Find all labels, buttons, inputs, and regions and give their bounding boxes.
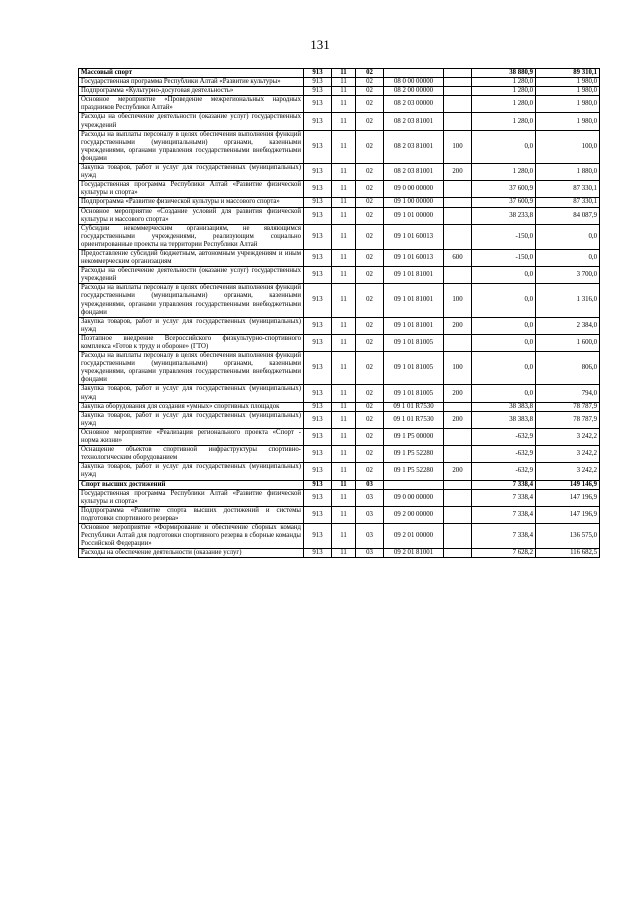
ministry-code: 913 <box>304 489 332 506</box>
expense-type <box>444 480 472 489</box>
ministry-code: 913 <box>304 352 332 385</box>
table-row <box>79 402 600 411</box>
row-name: Закупка товаров, работ и услуг для государственных (муниципальных) нужд <box>79 463 304 480</box>
expense-type <box>444 334 472 351</box>
row-name: Закупка товаров, работ и услуг для государственных (муниципальных) нужд <box>79 411 304 428</box>
section-code: 11 <box>332 87 356 96</box>
section-code: 11 <box>332 489 356 506</box>
ministry-code: 913 <box>304 317 332 334</box>
ministry-code: 913 <box>304 69 332 78</box>
subsection-code: 03 <box>356 549 384 558</box>
table-row <box>79 317 600 334</box>
row-name: Расходы на выплаты персоналу в целях обеспечения выполнения функций государственными (муниципальными) органами, казенными учреждениями, органами управления государственными внебюджетными фондами <box>79 284 304 317</box>
section-code: 11 <box>332 549 356 558</box>
target-article: 09 1 01 81005 <box>384 352 444 385</box>
amount-1: -632,9 <box>472 428 536 445</box>
amount-1: 7 338,4 <box>472 480 536 489</box>
amount-1: -632,9 <box>472 446 536 463</box>
expense-type: 100 <box>444 352 472 385</box>
row-name: Субсидии некоммерческим организациям, не являющимся государственными учреждениями, реализующим социально ориентированные проекты на территории Республики Алтай <box>79 224 304 249</box>
amount-2: 116 682,5 <box>536 549 600 558</box>
section-code: 11 <box>332 317 356 334</box>
subsection-code: 02 <box>356 96 384 113</box>
expense-type <box>444 402 472 411</box>
target-article: 08 2 03 81001 <box>384 113 444 130</box>
table-row <box>79 207 600 224</box>
amount-2: 1 880,0 <box>536 164 600 181</box>
ministry-code: 913 <box>304 411 332 428</box>
amount-1: 0,0 <box>472 317 536 334</box>
amount-2: 1 980,0 <box>536 113 600 130</box>
target-article: 09 1 01 60013 <box>384 249 444 266</box>
row-name: Расходы на выплаты персоналу в целях обеспечения выполнения функций государственными (муниципальными) органами, казенными учреждениями, органами управления государственными внебюджетными фондами <box>79 130 304 163</box>
amount-2: 3 242,2 <box>536 446 600 463</box>
amount-2: 147 196,9 <box>536 489 600 506</box>
ministry-code: 913 <box>304 164 332 181</box>
target-article: 09 0 00 00000 <box>384 489 444 506</box>
target-article: 08 2 00 00000 <box>384 87 444 96</box>
subsection-code: 03 <box>356 523 384 548</box>
row-name: Поэтапное внедрение Всероссийского физкультурно-спортивного комплекса «Готов к труду и обороне» (ГТО) <box>79 334 304 351</box>
table-row <box>79 87 600 96</box>
target-article: 09 1 00 00000 <box>384 198 444 207</box>
amount-1: 1 280,0 <box>472 87 536 96</box>
expense-type <box>444 549 472 558</box>
target-article: 09 1 P5 52280 <box>384 463 444 480</box>
target-article: 09 1 01 60013 <box>384 224 444 249</box>
table-body <box>79 69 600 558</box>
expense-type <box>444 78 472 87</box>
table-row <box>79 284 600 317</box>
subsection-code: 02 <box>356 463 384 480</box>
ministry-code: 913 <box>304 446 332 463</box>
table-row <box>79 523 600 548</box>
amount-2: 1 980,0 <box>536 87 600 96</box>
subsection-code: 02 <box>356 130 384 163</box>
target-article: 09 1 01 81001 <box>384 267 444 284</box>
subsection-code: 03 <box>356 506 384 523</box>
section-code: 11 <box>332 352 356 385</box>
target-article: 09 2 01 81001 <box>384 549 444 558</box>
ministry-code: 913 <box>304 523 332 548</box>
amount-2: 89 310,1 <box>536 69 600 78</box>
ministry-code: 913 <box>304 549 332 558</box>
expense-type <box>444 506 472 523</box>
subsection-code: 02 <box>356 428 384 445</box>
table-row <box>79 428 600 445</box>
amount-2: 1 980,0 <box>536 78 600 87</box>
subsection-code: 02 <box>356 207 384 224</box>
target-article: 09 1 01 81001 <box>384 317 444 334</box>
row-name: Расходы на обеспечение деятельности (оказание услуг) <box>79 549 304 558</box>
subsection-code: 02 <box>356 78 384 87</box>
expense-type: 200 <box>444 164 472 181</box>
ministry-code: 913 <box>304 506 332 523</box>
expense-type: 100 <box>444 130 472 163</box>
page-number: 131 <box>310 37 330 52</box>
target-article: 09 1 P5 00000 <box>384 428 444 445</box>
amount-2: 87 330,1 <box>536 198 600 207</box>
amount-1: -632,9 <box>472 463 536 480</box>
ministry-code: 913 <box>304 78 332 87</box>
amount-1: -150,0 <box>472 224 536 249</box>
row-name: Расходы на выплаты персоналу в целях обеспечения выполнения функций государственными (муниципальными) органами, казенными учреждениями, органами управления государственными внебюджетными фондами <box>79 352 304 385</box>
budget-table <box>78 68 600 558</box>
section-code: 11 <box>332 249 356 266</box>
section-code: 11 <box>332 506 356 523</box>
amount-2: 3 242,2 <box>536 463 600 480</box>
target-article: 08 2 03 81001 <box>384 130 444 163</box>
section-code: 11 <box>332 113 356 130</box>
ministry-code: 913 <box>304 207 332 224</box>
ministry-code: 913 <box>304 224 332 249</box>
subsection-code: 02 <box>356 267 384 284</box>
section-code: 11 <box>332 385 356 402</box>
amount-1: 0,0 <box>472 284 536 317</box>
ministry-code: 913 <box>304 480 332 489</box>
ministry-code: 913 <box>304 181 332 198</box>
table-row <box>79 463 600 480</box>
section-code: 11 <box>332 334 356 351</box>
subsection-code: 02 <box>356 317 384 334</box>
expense-type <box>444 87 472 96</box>
expense-type: 200 <box>444 317 472 334</box>
section-code: 11 <box>332 69 356 78</box>
table-row <box>79 334 600 351</box>
amount-1: 38 880,9 <box>472 69 536 78</box>
section-code: 11 <box>332 181 356 198</box>
ministry-code: 913 <box>304 428 332 445</box>
target-article: 09 1 01 81005 <box>384 334 444 351</box>
amount-2: 0,0 <box>536 249 600 266</box>
table-row <box>79 480 600 489</box>
row-name: Подпрограмма «Развитие физической культуры и массового спорта» <box>79 198 304 207</box>
amount-1: 0,0 <box>472 267 536 284</box>
expense-type <box>444 224 472 249</box>
table-row <box>79 446 600 463</box>
expense-type: 100 <box>444 284 472 317</box>
section-code: 11 <box>332 164 356 181</box>
amount-1: 38 383,8 <box>472 411 536 428</box>
expense-type <box>444 267 472 284</box>
row-name: Спорт высших достижений <box>79 480 304 489</box>
amount-2: 136 575,0 <box>536 523 600 548</box>
target-article: 09 1 01 R7530 <box>384 411 444 428</box>
expense-type <box>444 523 472 548</box>
subsection-code: 03 <box>356 480 384 489</box>
target-article: 09 1 P5 52280 <box>384 446 444 463</box>
ministry-code: 913 <box>304 130 332 163</box>
amount-2: 1 316,0 <box>536 284 600 317</box>
row-name: Государственная программа Республики Алтай «Развитие физической культуры и спорта» <box>79 181 304 198</box>
row-name: Государственная программа Республики Алтай «Развитие физической культуры и спорта» <box>79 489 304 506</box>
subsection-code: 02 <box>356 402 384 411</box>
amount-1: 0,0 <box>472 334 536 351</box>
target-article: 09 0 00 00000 <box>384 181 444 198</box>
amount-2: 794,0 <box>536 385 600 402</box>
amount-1: 37 600,9 <box>472 181 536 198</box>
ministry-code: 913 <box>304 402 332 411</box>
subsection-code: 02 <box>356 352 384 385</box>
table-row <box>79 385 600 402</box>
row-name: Государственная программа Республики Алтай «Развитие культуры» <box>79 78 304 87</box>
amount-1: -150,0 <box>472 249 536 266</box>
ministry-code: 913 <box>304 249 332 266</box>
expense-type: 200 <box>444 463 472 480</box>
section-code: 11 <box>332 78 356 87</box>
amount-1: 1 280,0 <box>472 164 536 181</box>
section-code: 11 <box>332 284 356 317</box>
ministry-code: 913 <box>304 284 332 317</box>
ministry-code: 913 <box>304 385 332 402</box>
table-row <box>79 69 600 78</box>
expense-type <box>444 69 472 78</box>
section-code: 11 <box>332 480 356 489</box>
table-row <box>79 267 600 284</box>
amount-2: 3 242,2 <box>536 428 600 445</box>
amount-1: 7 628,2 <box>472 549 536 558</box>
subsection-code: 02 <box>356 334 384 351</box>
expense-type <box>444 113 472 130</box>
target-article: 09 2 01 00000 <box>384 523 444 548</box>
target-article: 09 1 01 81005 <box>384 385 444 402</box>
ministry-code: 913 <box>304 87 332 96</box>
section-code: 11 <box>332 402 356 411</box>
table-row <box>79 164 600 181</box>
amount-1: 1 280,0 <box>472 113 536 130</box>
target-article: 09 1 01 R7530 <box>384 402 444 411</box>
target-article: 09 2 00 00000 <box>384 506 444 523</box>
table-row <box>79 130 600 163</box>
row-name: Подпрограмма «Культурно-досуговая деятельность» <box>79 87 304 96</box>
amount-1: 0,0 <box>472 352 536 385</box>
row-name: Закупка товаров, работ и услуг для государственных (муниципальных) нужд <box>79 317 304 334</box>
subsection-code: 02 <box>356 198 384 207</box>
section-code: 11 <box>332 446 356 463</box>
target-article: 08 2 03 81001 <box>384 164 444 181</box>
table-row <box>79 198 600 207</box>
amount-1: 1 280,0 <box>472 78 536 87</box>
table-row <box>79 78 600 87</box>
ministry-code: 913 <box>304 267 332 284</box>
row-name: Закупка оборудования для создания «умных» спортивных площадок <box>79 402 304 411</box>
subsection-code: 02 <box>356 411 384 428</box>
table-row <box>79 489 600 506</box>
subsection-code: 02 <box>356 113 384 130</box>
amount-1: 0,0 <box>472 385 536 402</box>
section-code: 11 <box>332 224 356 249</box>
amount-1: 7 338,4 <box>472 489 536 506</box>
row-name: Предоставление субсидий бюджетным, автономным учреждениям и иным некоммерческим организациям <box>79 249 304 266</box>
subsection-code: 02 <box>356 446 384 463</box>
row-name: Оснащение объектов спортивной инфраструктуры спортивно-технологическим оборудованием <box>79 446 304 463</box>
target-article: 08 0 00 00000 <box>384 78 444 87</box>
amount-2: 1 600,0 <box>536 334 600 351</box>
section-code: 11 <box>332 428 356 445</box>
section-code: 11 <box>332 523 356 548</box>
row-name: Основное мероприятие «Формирование и обеспечение сборных команд Республики Алтай для подготовки спортивного резерва в сборные команды Российской Федерации» <box>79 523 304 548</box>
expense-type: 600 <box>444 249 472 266</box>
subsection-code: 02 <box>356 385 384 402</box>
table-row <box>79 506 600 523</box>
ministry-code: 913 <box>304 334 332 351</box>
subsection-code: 02 <box>356 87 384 96</box>
amount-1: 1 280,0 <box>472 96 536 113</box>
expense-type <box>444 207 472 224</box>
subsection-code: 03 <box>356 489 384 506</box>
table-row <box>79 249 600 266</box>
section-code: 11 <box>332 267 356 284</box>
amount-2: 78 787,9 <box>536 402 600 411</box>
row-name: Закупка товаров, работ и услуг для государственных (муниципальных) нужд <box>79 164 304 181</box>
section-code: 11 <box>332 130 356 163</box>
section-code: 11 <box>332 198 356 207</box>
ministry-code: 913 <box>304 463 332 480</box>
section-code: 11 <box>332 411 356 428</box>
ministry-code: 913 <box>304 113 332 130</box>
section-code: 11 <box>332 463 356 480</box>
expense-type <box>444 198 472 207</box>
amount-1: 0,0 <box>472 130 536 163</box>
table-row <box>79 549 600 558</box>
expense-type: 200 <box>444 385 472 402</box>
amount-2: 87 330,1 <box>536 181 600 198</box>
expense-type <box>444 428 472 445</box>
row-name: Расходы на обеспечение деятельности (оказание услуг) государственных учреждений <box>79 113 304 130</box>
amount-2: 1 980,0 <box>536 96 600 113</box>
target-article <box>384 480 444 489</box>
table-row <box>79 411 600 428</box>
target-article: 09 1 01 81001 <box>384 284 444 317</box>
amount-2: 149 146,9 <box>536 480 600 489</box>
section-code: 11 <box>332 96 356 113</box>
table-row <box>79 224 600 249</box>
table-row <box>79 352 600 385</box>
row-name: Подпрограмма «Развитие спорта высших достижений и системы подготовки спортивного резерва» <box>79 506 304 523</box>
subsection-code: 02 <box>356 224 384 249</box>
target-article: 09 1 01 00000 <box>384 207 444 224</box>
table-row <box>79 113 600 130</box>
ministry-code: 913 <box>304 198 332 207</box>
amount-1: 7 338,4 <box>472 506 536 523</box>
amount-2: 806,0 <box>536 352 600 385</box>
amount-2: 0,0 <box>536 224 600 249</box>
expense-type <box>444 446 472 463</box>
amount-1: 38 233,8 <box>472 207 536 224</box>
row-name: Основное мероприятие «Создание условий для развития физической культуры и массового спорта» <box>79 207 304 224</box>
subsection-code: 02 <box>356 284 384 317</box>
row-name: Массовый спорт <box>79 69 304 78</box>
amount-1: 37 600,9 <box>472 198 536 207</box>
section-code: 11 <box>332 207 356 224</box>
amount-2: 78 787,9 <box>536 411 600 428</box>
target-article: 08 2 03 00000 <box>384 96 444 113</box>
subsection-code: 02 <box>356 164 384 181</box>
expense-type: 200 <box>444 411 472 428</box>
amount-1: 7 338,4 <box>472 523 536 548</box>
target-article <box>384 69 444 78</box>
amount-2: 147 196,9 <box>536 506 600 523</box>
ministry-code: 913 <box>304 96 332 113</box>
subsection-code: 02 <box>356 249 384 266</box>
amount-2: 2 384,0 <box>536 317 600 334</box>
expense-type <box>444 181 472 198</box>
amount-1: 38 383,8 <box>472 402 536 411</box>
amount-2: 100,0 <box>536 130 600 163</box>
table-row <box>79 96 600 113</box>
subsection-code: 02 <box>356 181 384 198</box>
row-name: Закупка товаров, работ и услуг для государственных (муниципальных) нужд <box>79 385 304 402</box>
amount-2: 3 700,0 <box>536 267 600 284</box>
row-name: Основное мероприятие «Реализация регионального проекта «Спорт - норма жизни» <box>79 428 304 445</box>
row-name: Расходы на обеспечение деятельности (оказание услуг) государственных учреждений <box>79 267 304 284</box>
expense-type <box>444 96 472 113</box>
subsection-code: 02 <box>356 69 384 78</box>
amount-2: 84 087,9 <box>536 207 600 224</box>
row-name: Основное мероприятие «Проведение межрегиональных народных праздников Республики Алтай» <box>79 96 304 113</box>
expense-type <box>444 489 472 506</box>
table-row <box>79 181 600 198</box>
